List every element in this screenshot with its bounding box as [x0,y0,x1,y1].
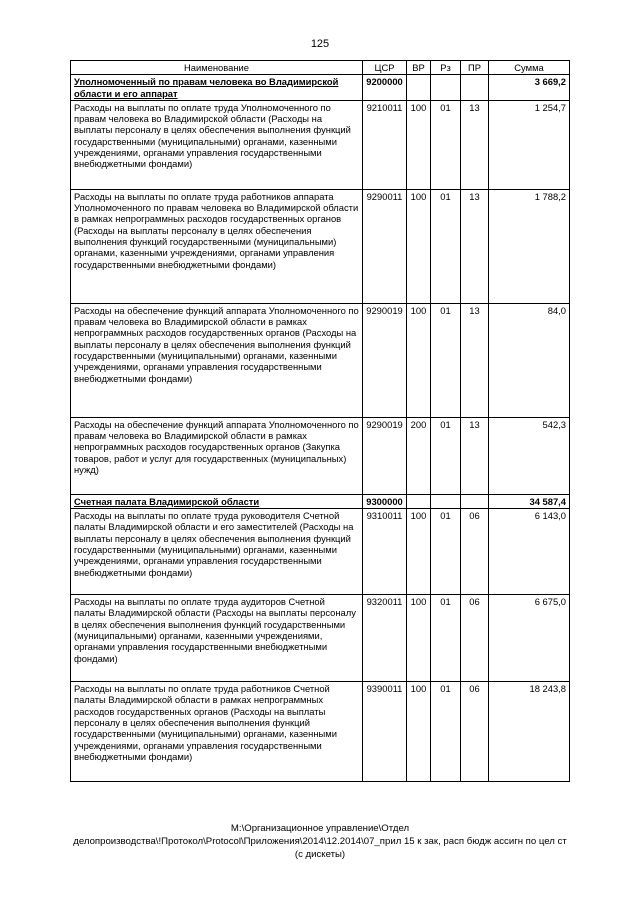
header-pr: ПР [461,61,489,75]
row-sum: 3 669,2 [489,75,570,101]
row-csr: 9200000 [363,75,407,101]
table-header-row [71,61,570,75]
row-rz [431,75,461,101]
row-rz: 01 [431,509,461,595]
header-rz: Рз [431,61,461,75]
row-pr [461,494,489,508]
row-sum: 1 254,7 [489,100,570,189]
file-path-footer [0,823,640,862]
row-vr [407,75,431,101]
row-pr: 06 [461,595,489,682]
row-sum: 84,0 [489,303,570,417]
row-csr: 9300000 [363,494,407,508]
row-vr: 100 [407,509,431,595]
row-rz [431,494,461,508]
row-rz: 01 [431,189,461,303]
row-csr: 9210011 [363,100,407,189]
row-pr: 06 [461,682,489,782]
row-sum: 6 143,0 [489,509,570,595]
table-row [71,303,570,417]
budget-table [70,60,570,782]
header-vr: ВР [407,61,431,75]
row-name: Расходы на обеспечение функций аппарата Уполномоченного по правам человека во Владимирской области в рамках непрограммных расходов государственных органов (Закупка товаров, работ и услуг для государственных (муниципальных) нужд) [71,417,363,494]
row-name: Расходы на выплаты по оплате труда работников Счетной палаты Владимирской области в рамках непрограммных расходов государственных органов (Расходы на выплаты персоналу в целях обеспечения выполнения функций государственными (муниципальными) органами, казенными учреждениями, органами управления государственными внебюджетными фондами) [71,682,363,782]
row-csr: 9320011 [363,595,407,682]
row-name: Расходы на выплаты по оплате труда работников аппарата Уполномоченного по правам человека во Владимирской области в рамках непрограммных расходов государственных органов (Расходы на выплаты персоналу в целях обеспечения выполнения функций государственными (муниципальными) органами, казенными учреждениями, органами управления государственными внебюджетными фондами) [71,189,363,303]
row-sum: 1 788,2 [489,189,570,303]
row-name: Расходы на выплаты по оплате труда руководителя Счетной палаты Владимирской области и его заместителей (Расходы на выплаты персоналу в целях обеспечения выполнения функций государственными (муниципальными) органами, казенными учреждениями, органами управления государственными внебюджетными фондами) [71,509,363,595]
row-name: Расходы на выплаты по оплате труда аудиторов Счетной палаты Владимирской области (Расходы на выплаты персоналу в целях обеспечения выполнения функций государственными (муниципальными) органами, казенными учреждениями, органами управления государственными внебюджетными фондами) [71,595,363,682]
row-rz: 01 [431,417,461,494]
row-csr: 9290011 [363,189,407,303]
row-pr: 13 [461,100,489,189]
row-sum: 542,3 [489,417,570,494]
row-csr: 9290019 [363,303,407,417]
table-row [71,595,570,682]
row-rz: 01 [431,595,461,682]
row-rz: 01 [431,303,461,417]
row-csr: 9290019 [363,417,407,494]
row-rz: 01 [431,682,461,782]
row-vr: 100 [407,303,431,417]
row-name: Расходы на выплаты по оплате труда Уполномоченного по правам человека во Владимирской области (Расходы на выплаты персоналу в целях обеспечения выполнения функций государственными (муниципальными) органами, казенными учреждениями, органами управления государственными внебюджетными фондами) [71,100,363,189]
row-sum: 6 675,0 [489,595,570,682]
row-sum: 18 243,8 [489,682,570,782]
table-row [71,509,570,595]
row-name: Уполномоченный по правам человека во Владимирской области и его аппарат [71,75,363,101]
header-name: Наименование [71,61,363,75]
row-vr [407,494,431,508]
row-name: Расходы на обеспечение функций аппарата Уполномоченного по правам человека во Владимирской области в рамках непрограммных расходов государственных органов (Расходы на выплаты персоналу в целях обеспечения выполнения функций государственными (муниципальными) органами, казенными учреждениями, органами управления государственными внебюджетными фондами) [71,303,363,417]
row-csr: 9310011 [363,509,407,595]
row-pr: 13 [461,417,489,494]
page-number: 125 [310,38,330,50]
header-sum: Сумма [489,61,570,75]
row-sum: 34 587,4 [489,494,570,508]
row-vr: 100 [407,682,431,782]
row-name: Счетная палата Владимирской области [71,494,363,508]
footer-line: делопроизводства\!Протокол\Protocol\Приложения\2014\12.2014\07_прил 15 к зак, расп бюдж ассигн по цел ст [73,835,567,847]
row-rz: 01 [431,100,461,189]
table-row [71,100,570,189]
row-vr: 200 [407,417,431,494]
row-pr: 06 [461,509,489,595]
row-csr: 9390011 [363,682,407,782]
row-pr [461,75,489,101]
table-row [71,417,570,494]
table-row [71,189,570,303]
row-vr: 100 [407,189,431,303]
table-row [71,682,570,782]
section-row [71,75,570,101]
section-row [71,494,570,508]
row-pr: 13 [461,189,489,303]
footer-line: (с дискеты) [294,848,346,860]
header-csr: ЦСР [363,61,407,75]
footer-line: М:\Организационное управление\Отдел [230,823,410,834]
row-vr: 100 [407,100,431,189]
row-pr: 13 [461,303,489,417]
row-vr: 100 [407,595,431,682]
